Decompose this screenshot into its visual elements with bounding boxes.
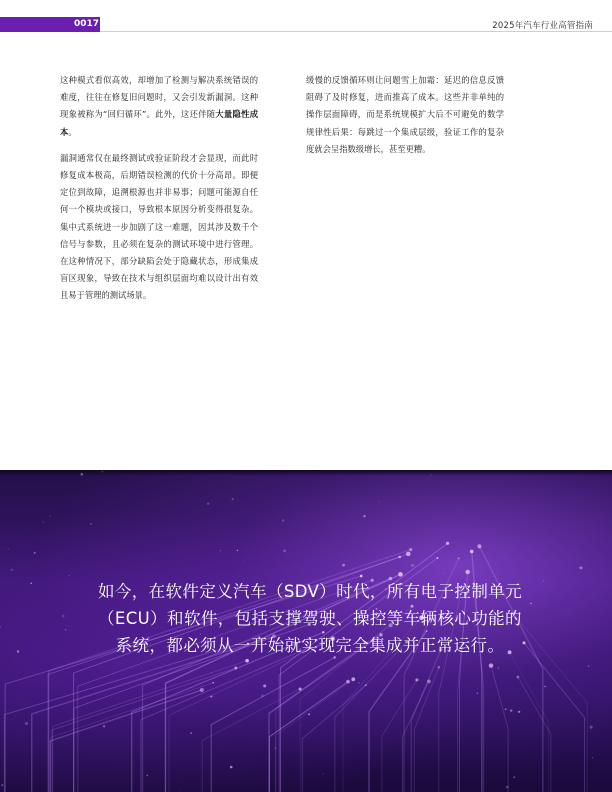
circuit-trace: [302, 685, 366, 792]
glow-dot: [411, 564, 414, 567]
document-title: 2025年汽车行业高管指南: [492, 21, 593, 31]
left-paragraph-2: 漏洞通常仅在最终测试或验证阶段才会显现，而此时修复成本极高，后期错误检测的代价十分高昂。即便定位到故障，追溯根源也并非易事；问题可能源自任何一个模块或接口，导致根本原因分析变得很复杂。集中式系统进一步加剧了这一难题，因其涉及数千个信号与参数，且必须在复杂的测试环境中进行管理。在这种情况下，部分缺陷会处于隐藏状态，形成集成盲区现象，导致在技术与组织层面均难以设计出有效且易于管理的测试场景。: [60, 152, 258, 301]
glow-dot: [506, 786, 509, 789]
quote-line-2: （ECU）和软件，包括支撑驾驶、操控等车辆核心功能的: [98, 609, 522, 628]
quote-line-3: 系统，都必须从一开始就实现完全集成并正常运行。: [115, 636, 505, 655]
circuit-node: [365, 684, 367, 686]
glow-dot: [592, 757, 593, 758]
glow-dot: [8, 548, 9, 549]
circuit-banner: [0, 470, 612, 792]
glow-dot: [17, 650, 20, 653]
left-paragraph-1-end: 。: [68, 126, 77, 137]
glow-dot: [261, 694, 264, 697]
circuit-node: [437, 557, 439, 559]
circuit-trace: [524, 643, 585, 792]
circuit-trace: [211, 657, 335, 792]
glow-dot: [65, 629, 67, 631]
hidden-cost-emphasis: 大量隐性成本: [60, 109, 258, 137]
circuit-node: [212, 682, 214, 684]
glow-dot: [497, 667, 499, 669]
circuit-node: [446, 542, 449, 545]
glow-dot: [518, 711, 520, 713]
circuit-node: [458, 557, 460, 559]
header-divider: [100, 31, 612, 32]
glow-dot: [544, 686, 546, 688]
banner-quote: [90, 578, 530, 659]
right-text-column: [306, 72, 504, 167]
glow-dot: [11, 569, 13, 571]
circuit-trace: [202, 689, 300, 792]
glow-dot: [590, 726, 593, 729]
circuit-node: [398, 572, 403, 577]
glow-dot: [588, 665, 590, 667]
glow-dot: [477, 693, 478, 694]
page-number-tag: [0, 17, 100, 32]
circuit-trace: [411, 650, 441, 792]
left-paragraph-1-text: 这种模式看似高效，却增加了检测与解决系统错误的难度，往往在修复旧问题时，又会引发新漏洞。这种现象被称为“回归循环”。此外，这还伴随: [60, 75, 258, 120]
circuit-node: [360, 575, 363, 578]
glow-dot: [34, 552, 36, 554]
circuit-node: [465, 570, 469, 574]
glow-dot: [342, 564, 345, 567]
banner-top-edge: [0, 470, 612, 476]
right-paragraph-1: 缓慢的反馈循环则让问题雪上加霜：延迟的信息反馈阻碍了及时修复，进而推高了成本。这些并非单纯的操作层面障碍，而是系统规模扩大后不可避免的数学规律性后果：每跳过一个集成层级，验证工作的复杂度就会呈指数级增长，甚至更糟。: [306, 75, 504, 154]
glow-dot: [379, 501, 380, 502]
glow-dot: [25, 722, 28, 725]
glow-dot: [232, 498, 234, 500]
circuit-trace: [53, 661, 247, 792]
glow-dot: [510, 709, 512, 711]
glow-dot: [513, 776, 515, 778]
glow-dot: [263, 684, 266, 687]
circuit-node: [346, 680, 350, 684]
page-number: 0017: [74, 19, 100, 29]
circuit-node: [406, 552, 411, 557]
glow-dot: [443, 573, 444, 574]
glow-dot: [1, 784, 3, 786]
glow-dot: [68, 575, 69, 576]
glow-dot: [363, 515, 365, 517]
glow-dot: [0, 626, 1, 628]
glow-dot: [207, 502, 209, 504]
circuit-trace: [52, 668, 236, 792]
circuit-node: [438, 666, 441, 669]
circuit-trace: [335, 642, 407, 792]
glow-dot: [243, 561, 244, 562]
glow-dot: [220, 550, 221, 551]
glow-dot: [282, 519, 284, 521]
circuit-node: [245, 659, 248, 662]
circuit-node: [489, 663, 493, 667]
glow-dot: [103, 725, 105, 727]
glow-dot: [543, 580, 544, 581]
circuit-node: [470, 550, 474, 554]
circuit-node: [234, 667, 237, 670]
glow-dot: [237, 550, 239, 552]
left-text-column: [60, 72, 258, 314]
glow-dot: [358, 682, 360, 684]
glow-dot: [43, 521, 44, 522]
glow-dot: [505, 708, 507, 710]
glow-dot: [323, 773, 324, 774]
left-paragraph-1: [60, 72, 258, 141]
quote-line-1: 如今，在软件定义汽车（SDV）时代，所有电子控制单元: [97, 582, 523, 601]
circuit-trace: [402, 681, 429, 792]
circuit-trace: [518, 677, 551, 792]
glow-dot: [274, 747, 276, 749]
glow-dot: [230, 766, 233, 769]
circuit-node: [351, 677, 355, 681]
glow-dot: [308, 713, 310, 715]
circuit-trace: [141, 647, 310, 792]
glow-dot: [30, 582, 32, 584]
glow-dot: [579, 566, 582, 569]
glow-dot: [283, 550, 286, 553]
glow-dot: [147, 775, 148, 776]
circuit-trace: [491, 666, 508, 792]
glow-dot: [49, 516, 50, 517]
circuit-node: [477, 544, 481, 548]
circuit-node: [516, 676, 519, 679]
circuit-trace: [269, 682, 348, 792]
glow-dot: [211, 672, 212, 673]
glow-dot: [62, 615, 65, 618]
glow-dot: [90, 523, 91, 524]
glow-dot: [190, 732, 192, 734]
glow-dot: [210, 696, 212, 698]
circuit-node: [200, 688, 204, 692]
glow-dot: [530, 603, 532, 605]
circuit-node: [299, 687, 302, 690]
circuit-node: [409, 548, 412, 551]
circuit-node: [415, 678, 418, 681]
